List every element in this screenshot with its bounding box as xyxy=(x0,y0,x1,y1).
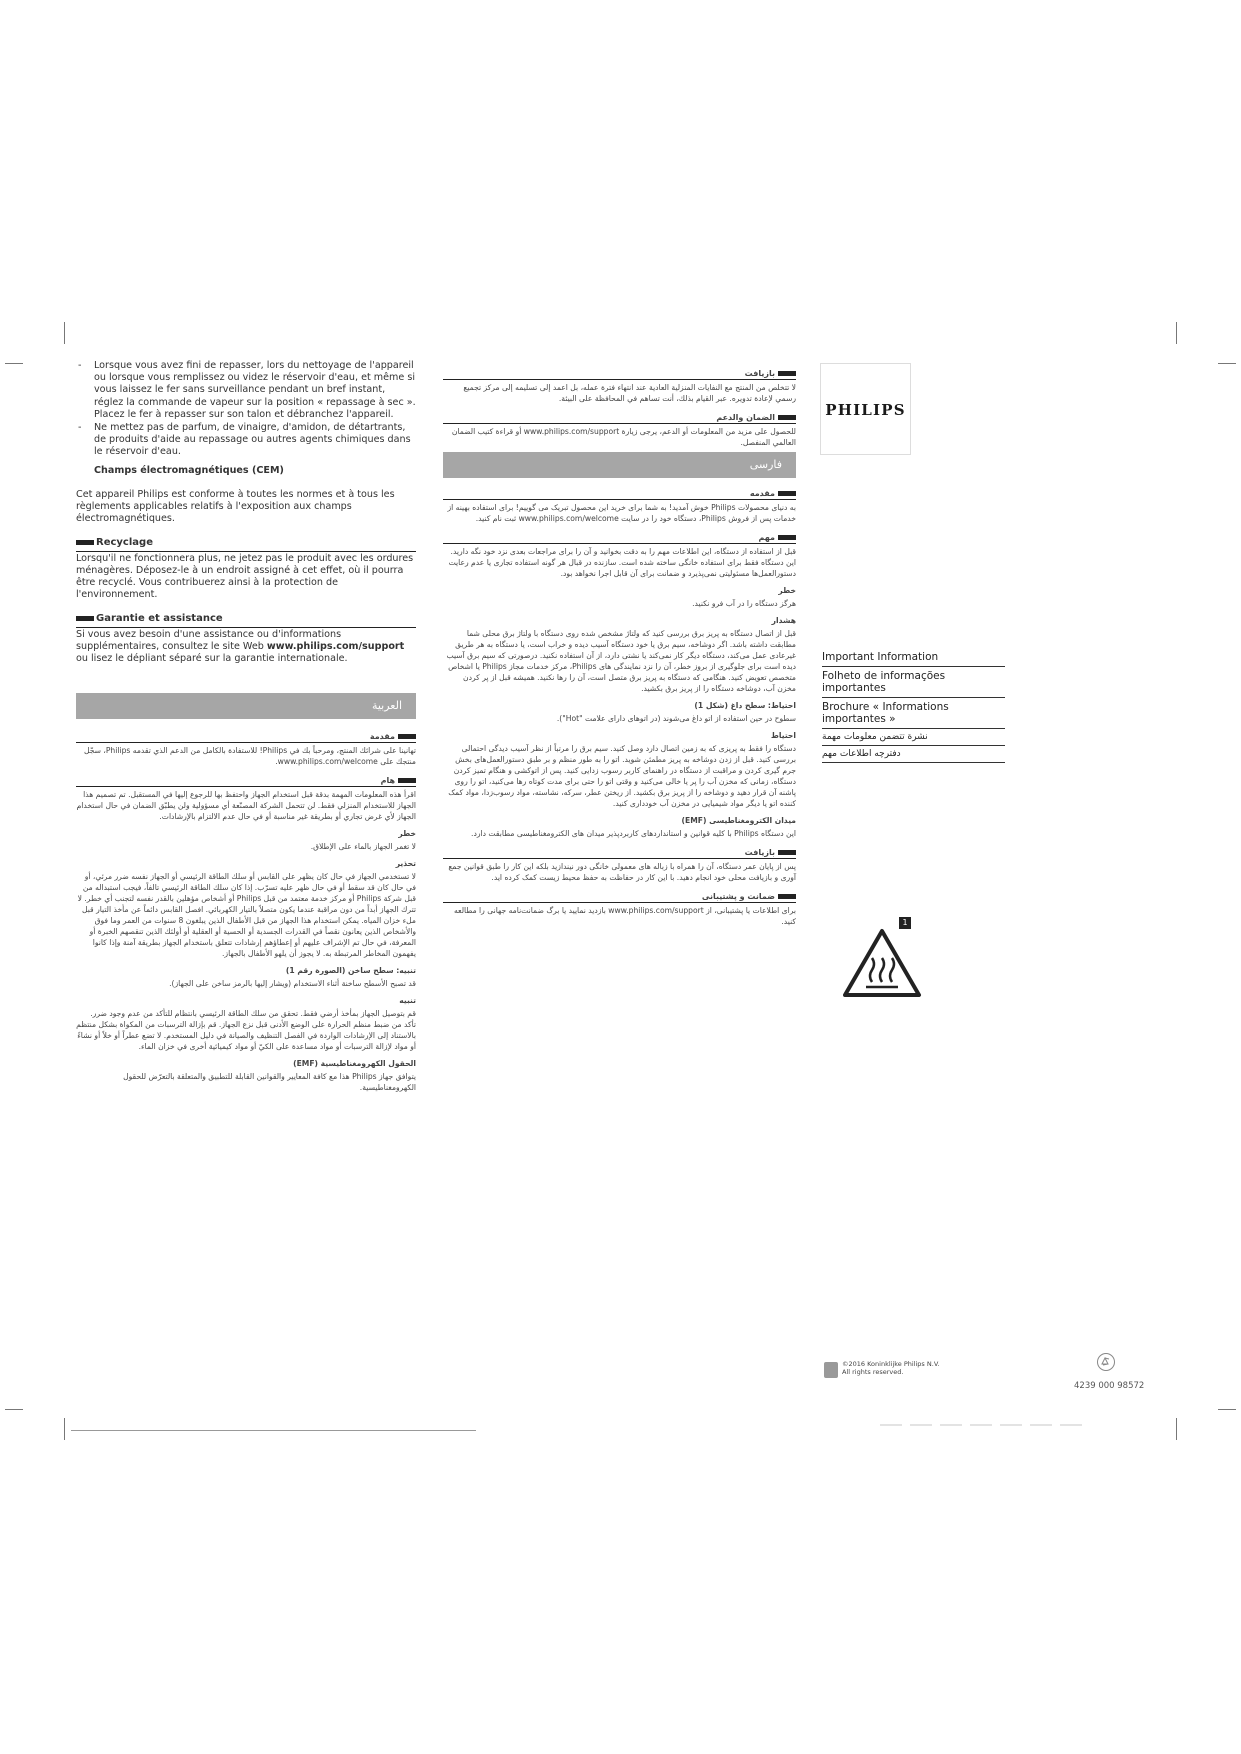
crop-mark xyxy=(5,363,23,364)
persian-top-warranty-text: للحصول على مزيد من المعلومات أو الدعم، يرجى زيارة www.philips.com/support أو قراءة كتيب الضمان العالمي المنفصل. xyxy=(451,427,796,447)
crop-mark xyxy=(1218,1409,1236,1410)
list-item: - Lorsque vous avez fini de repasser, lors du nettoyage de l'appareil ou lorsque vous remplissez ou videz le réservoir d'eau, et même si vous laissez le fer sans surveillance pendant un bref instant, réglez la commande de vapeur sur la position « repassage à sec ». Placez le fer à repasser sur son talon et débranchez l'appareil. xyxy=(76,360,416,421)
crop-mark xyxy=(1218,363,1236,364)
persian-warranty-heading xyxy=(443,891,796,903)
persian-caution-text: سطوح در حین استفاده از اتو داغ می‌شوند (در اتوهای دارای علامت "Hot"). xyxy=(556,714,796,723)
arabic-banner: العربية xyxy=(76,693,416,719)
heading-text: ضمانت و پشتیبانی xyxy=(701,892,775,901)
arabic-emf-text: يتوافق جهاز Philips هذا مع كافة المعايير والقوانين القابلة للتطبيق والمتعلقة بالتعرّض للحقول الكهرومغناطيسية. xyxy=(123,1072,416,1093)
support-link[interactable]: www.philips.com/support xyxy=(266,640,405,652)
warranty-text: ou lisez le dépliant séparé sur la garantie internationale. xyxy=(76,653,348,665)
heading-bar xyxy=(76,540,94,545)
arabic-note-text: قم بتوصيل الجهاز بمأخذ أرضي فقط. تحقق من سلك الطاقة الرئيسي بانتظام للتأكد من عدم وجود ضرر. تأكد من ضبط منظم الحرارة على الوضع الأدنى قبل نزع الجهاز. قم بإزالة الترسبات من المكواة بشكل منتظم بالاستناد إلى الإرشادات الواردة في الفصل التنظيف والصيانة في دليل المستخدم. لا تضع عطراً أو خلاً أو نشاءً أو مواد لإزالة الترسبات أو مواد مساعدة على الكيّ أو مواد كيميائية أخرى في خزان الماء. xyxy=(76,1009,416,1052)
french-column xyxy=(76,360,416,1093)
persian-column xyxy=(443,360,796,927)
title-english: Important Information xyxy=(822,648,1005,667)
figure-number-badge: 1 xyxy=(899,917,911,929)
crop-mark xyxy=(64,1418,65,1440)
heading-bar xyxy=(76,616,94,621)
arabic-section xyxy=(76,731,416,1093)
persian-recycle-text: پس از پایان عمر دستگاه، آن را همراه با زباله های معمولی خانگی دور نیندازید بلکه این کار را طبق قوانین جمع آوری و بازیافت محلی خود انجام دهید. با این کار در حفاظت به حفظ محیط زیست کمک کرده اید. xyxy=(448,862,796,882)
heading-bar xyxy=(778,850,796,855)
persian-emf-text: این دستگاه Philips با کلیه قوانین و استانداردهای کاربردپذیر میدان های الکترومغناطیسی مطابقت دارد. xyxy=(471,829,796,838)
french-bullet-list xyxy=(76,360,416,459)
heading-bar xyxy=(778,491,796,496)
heading-bar xyxy=(778,371,796,376)
warranty-text: Si vous avez besoin d'une assistance ou d'informations supplémentaires, consultez le site Web xyxy=(76,628,342,652)
arabic-intro-heading xyxy=(76,731,416,743)
cover-titles xyxy=(822,648,1005,763)
crop-mark xyxy=(64,322,65,344)
copyright-text: ©2016 Koninklijke Philips N.V. xyxy=(842,1360,940,1368)
persian-note-text: دستگاه را فقط به پریزی که به زمین اتصال دارد وصل کنید. سیم برق را مرتباً از نظر آسیب دیدگی احتمالی بررسی کنید. قبل از زدن دوشاخه به پریز مطمئن شوید. اتو را به طور منظم و بر طبق دستورالعمل‌های بخش جرم گیری کردن و مراقبت از دستگاه در راهنمای کاربر رسوب زدایی کنید. پس از اتوکشی و هنگام تمیز کردن دستگاه، زمانی که مخزن آب را پر یا خالی می‌کنید و وقتی اتو را حتی برای مدت کوتاه رها می‌کنید، اتو را روی پاشنه آن قرار دهید و دوشاخه را از پریز برق بکشید. از ریختن عطر، سرکه، نشاسته، مواد رسوب‌زدا، مواد کمک کننده اتو یا دیگر مواد شیمیایی در مخزن آب خودداری کنید. xyxy=(448,744,796,808)
warranty-heading xyxy=(76,613,416,627)
warranty-heading-text: Garantie et assistance xyxy=(96,613,223,625)
persian-important-heading xyxy=(443,532,796,544)
title-arabic: نشرة تتضمن معلومات مهمة xyxy=(822,729,1005,746)
persian-warning-text: قبل از اتصال دستگاه به پریز برق بررسی کنید که ولتاژ مشخص شده روی دستگاه با ولتاژ برق محلی شما مطابقت داشته باشد. اگر دوشاخه، سیم برق یا خود دستگاه آسیب دیده و خراب است، یا دستگاه به هر طریق غیرعادی عمل می‌کند، دستگاه دیگر کار نمی‌کند یا نشتی دارد، از آن استفاده نکنید. درصورتی که سیم برق آسیب دیده است برای جلوگیری از بروز خطر، آن را نزد نمایندگی های Philips، مرکز خدمات مجاز Philips یا اشخاص متخصص تعویض کنید. هنگامی که دستگاه به پریز برق متصل است، آن را رها نکنید. همیشه قبل از پر کردن مخزن آب، دوشاخه دستگاه را از پریز برق بکشید. xyxy=(446,629,796,693)
arabic-warning-text: لا تستخدمي الجهاز في حال كان يظهر على القابس أو سلك الطاقة الرئيسي أو الجهاز نفسه ضرر مرئي، أو في حال كان قد سقط أو في حال ظهر عليه تسرّب. إذا كان سلك الطاقة الرئيسي تالفاً، فيجب استبداله من قبل شركة Philips أو مركز خدمة معتمد من قبل Philips أو أشخاص مؤهلين بالقدر نفسه لتجنب أي خطر. لا تترك الجهاز أبداً من دون مراقبة عندما يكون متصلاً بالتيار الكهربائي. افصل القابس دائماً عن مأخذ التيار قبل ملء خزان المياه. يمكن استخدام هذا الجهاز من قبل الأطفال الذين يبلغون 8 سنوات من العمر وما فوق والأشخاص الذين يعانون نقصاً في القدرات الجسدية أو الحسية أو العقلية أو أولئك الذين تنقصهم الخبرة أو المعرفة، في حال تم الإشراف عليهم أو إعطاؤهم إرشادات تتعلق باستخدام الجهاز بطريقة آمنة وإذا كانوا يفهمون المخاطر المرتبطة به. لا يجوز أن يلهو الأطفال بالجهاز. xyxy=(77,872,416,959)
heading-text: مقدمه xyxy=(749,489,775,498)
persian-banner: فارسی xyxy=(443,452,796,478)
rights-text: All rights reserved. xyxy=(842,1368,904,1376)
cem-paragraph: Cet appareil Philips est conforme à toutes les normes et à tous les règlements applicables relatifs à l'exposition aux champs électromagnétiques. xyxy=(76,488,395,525)
recycle-icon xyxy=(1096,1352,1116,1372)
persian-recycle-heading xyxy=(443,847,796,859)
list-item: - Ne mettez pas de parfum, de vinaigre, d'amidon, de détartrants, de produits d'aide au repassage ou autres agents chimiques dans le réservoir d'eau. xyxy=(76,422,416,459)
persian-warning-heading: هشدار xyxy=(771,616,796,625)
heading-text: بازیافت xyxy=(744,369,775,378)
arabic-danger-text: لا تغمر الجهاز بالماء على الإطلاق. xyxy=(310,842,416,852)
persian-danger-text: هرگز دستگاه را در آب فرو نکنید. xyxy=(692,599,796,608)
recycle-heading xyxy=(76,537,416,551)
persian-top-recycle-heading xyxy=(443,368,796,380)
title-portuguese: Folheto de informações importantes xyxy=(822,667,1005,698)
arabic-warning-heading: تحذير xyxy=(395,859,416,869)
philips-logo: PHILIPS xyxy=(825,401,906,419)
persian-intro-heading xyxy=(443,488,796,500)
arabic-important-heading xyxy=(76,775,416,787)
persian-note-heading: احتیاط xyxy=(770,731,796,740)
crop-mark xyxy=(5,1409,23,1410)
heading-text: هام xyxy=(380,776,395,786)
heading-text: مهم xyxy=(758,533,775,542)
title-persian: دفترچه اطلاعات مهم xyxy=(822,746,1005,763)
arabic-emf-heading: الحقول الكهرومغناطيسية (EMF) xyxy=(293,1059,416,1069)
warranty-paragraph xyxy=(76,629,416,666)
arabic-danger-heading: خطر xyxy=(398,829,416,839)
arabic-caution-text: قد تصبح الأسطح ساخنة أثناء الاستخدام (ويشار إليها بالرمز ساخن على الجهاز). xyxy=(169,979,416,989)
persian-danger-heading: خطر xyxy=(778,586,796,595)
persian-top-warranty-heading xyxy=(443,412,796,424)
arabic-important-text: اقرأ هذه المعلومات المهمة بدقة قبل استخدام الجهاز واحتفظ بها للرجوع إليها في المستقبل. تم تصميم هذا الجهاز للاستخدام المنزلي فقط. لن تتحمل الشركة المصنّعة أي مسؤولية ولن يطبّق الضمان في حال استخدام الجهاز لأي غرض تجاري أو بطريقة غير مناسبة أو في حال عدم الالتزام بالإرشادات. xyxy=(76,790,416,822)
document-code: 4239 000 98572 xyxy=(1074,1381,1145,1391)
title-french: Brochure « Informations importantes » xyxy=(822,698,1005,729)
cem-heading: Champs électromagnétiques (CEM) xyxy=(94,464,284,476)
hot-surface-warning-icon xyxy=(842,928,922,998)
philips-shield-icon xyxy=(824,1362,838,1378)
crop-mark xyxy=(1176,1418,1177,1440)
persian-warranty-text: برای اطلاعات یا پشتیبانی، از www.philips.com/support بازدید نمایید یا برگ ضمانت‌نامه جهانی را مطالعه کنید. xyxy=(453,906,796,926)
crop-mark xyxy=(1176,322,1177,344)
faint-print-line xyxy=(880,1424,1090,1426)
heading-bar xyxy=(778,415,796,420)
heading-text: مقدمة xyxy=(369,732,395,742)
recycle-paragraph: Lorsqu'il ne fonctionnera plus, ne jetez pas le produit avec les ordures ménagères. Déposez-le à un endroit assigné à cet effet, où il pourra être recyclé. Vous contribuerez ainsi à la protection de l'environnement. xyxy=(76,552,414,601)
arabic-note-heading: تنبيه xyxy=(399,996,416,1006)
heading-text: بازیافت xyxy=(744,848,775,857)
heading-bar xyxy=(778,535,796,540)
heading-bar xyxy=(398,778,416,783)
recycle-heading-text: Recyclage xyxy=(96,537,153,549)
arabic-intro-text: تهانينا على شرائك المنتج، ومرحباً بك في Philips! للاستفادة بالكامل من الدعم الذي تقدمه Philips، سجّل منتجك على www.philips.com/welcome. xyxy=(83,746,416,767)
heading-text: الضمان والدعم xyxy=(716,413,775,422)
persian-top-recycle-text: لا تتخلص من المنتج مع النفايات المنزلية العادية عند انتهاء فترة عمله، بل اعمد إلى تسليمه إلى مركز تجميع رسمي لإعادة تدويره. عبر القيام بذلك، أنت تساهم في المحافظة على البيئة. xyxy=(463,383,796,403)
persian-emf-heading: میدان الکترومغناطیسی (EMF) xyxy=(681,816,796,825)
arabic-caution-heading: تنبيه: سطح ساخن (الصورة رقم 1) xyxy=(285,966,416,976)
persian-intro-text: به دنیای محصولات Philips خوش آمدید! به شما برای خرید این محصول تبریک می گوییم! برای استفاده بهینه از خدمات پس از فروش Philips، دستگاه خود را در سایت www.philips.com/welcome ثبت نام کنید. xyxy=(447,503,796,523)
heading-bar xyxy=(778,894,796,899)
persian-caution-heading: احتیاط: سطح داغ (شکل 1) xyxy=(694,701,796,710)
persian-important-text: قبل از استفاده از دستگاه، این اطلاعات مهم را به دقت بخوانید و آن را برای مراجعات بعدی نزد خود نگه دارید. این دستگاه فقط برای استفاده خانگی ساخته شده است. سازنده در قبال هر گونه استفاده تجاری یا عدم رعایت دستورالعمل‌ها مسئولیتی نمی‌پذیرد و ضمانت برای آن قابل اجرا نخواهد بود. xyxy=(448,547,796,578)
heading-bar xyxy=(398,734,416,739)
bottom-rule xyxy=(71,1430,476,1431)
